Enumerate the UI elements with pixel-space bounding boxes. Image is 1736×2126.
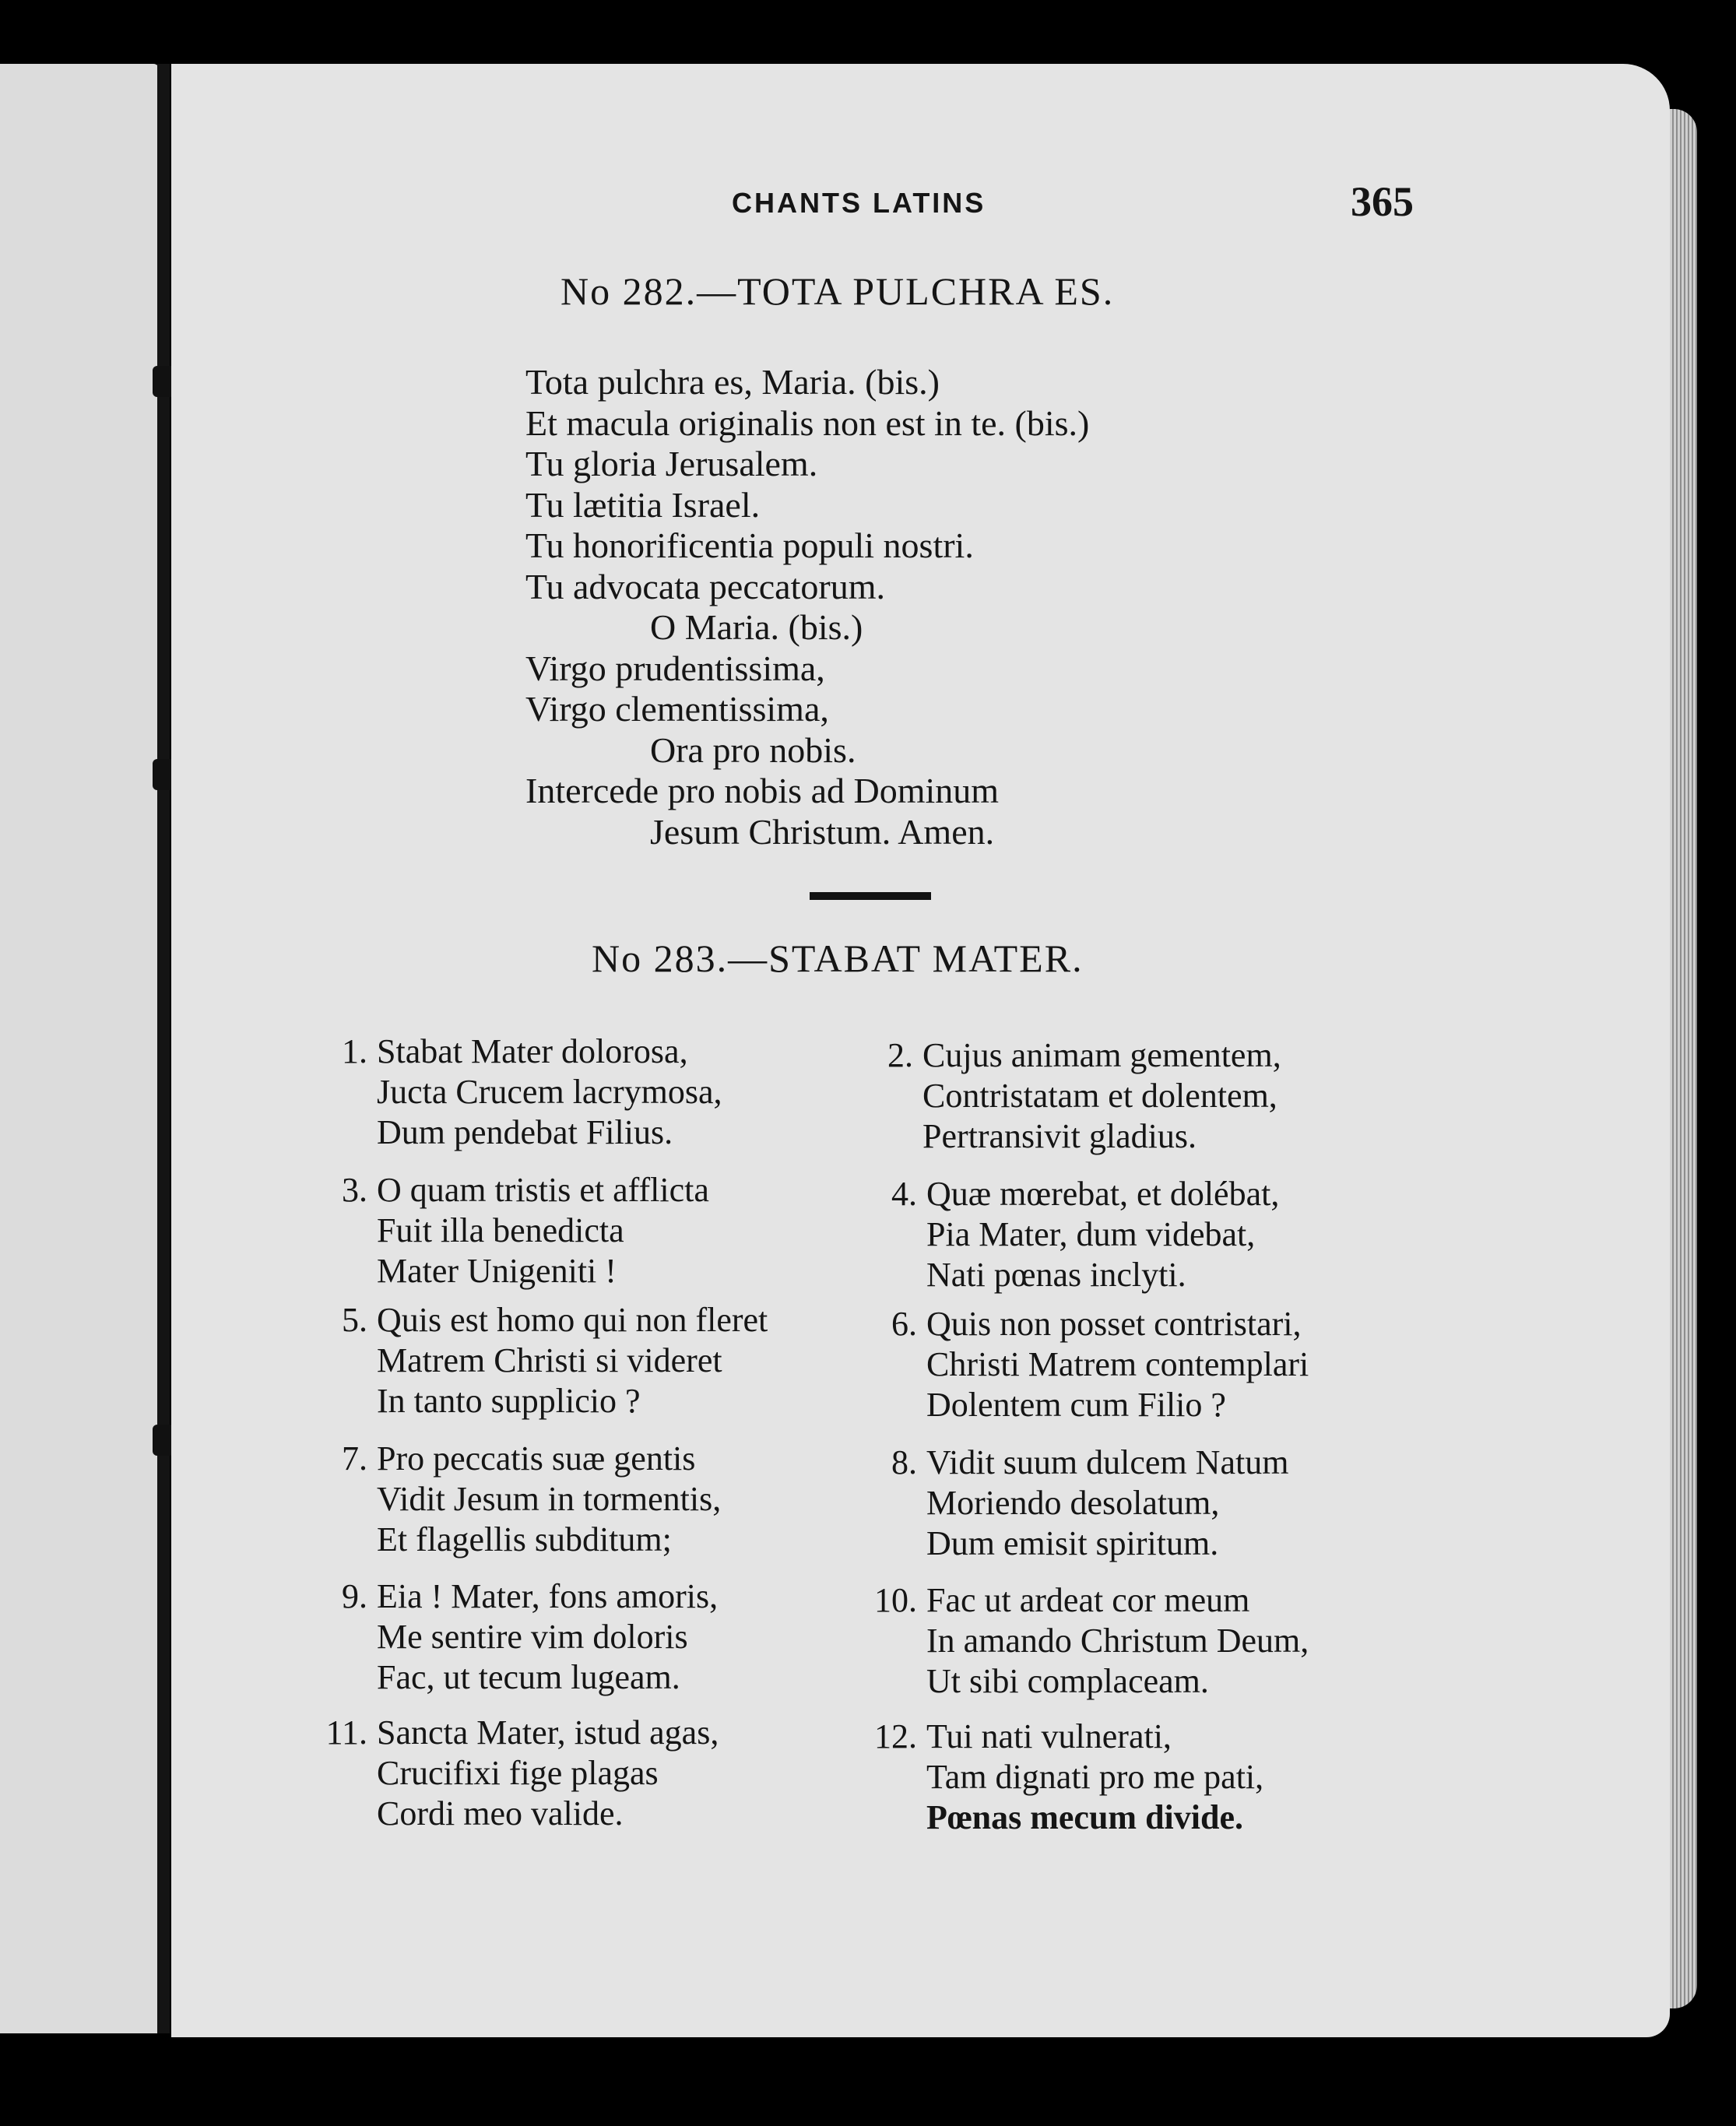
verse-line: Pertransivit gladius. xyxy=(922,1117,1197,1155)
verse-line: O Maria. (bis.) xyxy=(650,607,863,647)
verse-line: Christi Matrem contemplari xyxy=(926,1345,1309,1383)
verse-line: Jesum Christum. Amen. xyxy=(650,811,995,852)
verse-line: Vidit suum dulcem Natum xyxy=(926,1443,1289,1481)
verse-line: Sancta Mater, istud agas, xyxy=(377,1713,719,1752)
verse-line: Cujus animam gementem, xyxy=(922,1036,1281,1074)
verse-line: Nati pœnas inclyti. xyxy=(926,1256,1186,1294)
verse-line: Et macula originalis non est in te. (bis.) xyxy=(525,402,1090,443)
stanza-number: 6. xyxy=(891,1305,917,1343)
verse-line: Moriendo desolatum, xyxy=(926,1484,1220,1522)
verse-line: Crucifixi fige plagas xyxy=(377,1754,659,1792)
hymn-282-title: No 282.—TOTA PULCHRA ES. xyxy=(561,269,1115,313)
verse-line: Dum emisit spiritum. xyxy=(926,1524,1219,1562)
verse-line: Pœnas mecum divide. xyxy=(926,1798,1243,1836)
stanza-number: 5. xyxy=(342,1301,367,1339)
verse-line: Quæ mœrebat, et dolébat, xyxy=(926,1175,1280,1213)
stanza-number: 3. xyxy=(342,1171,367,1209)
verse-line: Quis non posset contristari, xyxy=(926,1305,1302,1343)
verse-line: In amando Christum Deum, xyxy=(926,1622,1309,1660)
verse-line: O quam tristis et afflicta xyxy=(377,1171,709,1209)
stanza-number: 10. xyxy=(874,1581,917,1619)
stanza xyxy=(891,1443,1289,1564)
verse-line: Virgo prudentissima, xyxy=(525,648,825,688)
stanza xyxy=(342,1170,709,1291)
verse-line: Fuit illa benedicta xyxy=(377,1211,624,1249)
book-spine xyxy=(157,64,170,2033)
verse-line: Mater Unigeniti ! xyxy=(377,1252,617,1290)
verse-line: Pro peccatis suæ gentis xyxy=(377,1439,696,1478)
verse-line: Eia ! Mater, fons amoris, xyxy=(377,1577,719,1615)
stanza-number: 9. xyxy=(342,1577,367,1615)
verse-line: Ut sibi complaceam. xyxy=(926,1662,1209,1700)
page-number: 365 xyxy=(1351,178,1414,225)
stanza-number: 2. xyxy=(887,1036,913,1074)
verse-line: Matrem Christi si videret xyxy=(377,1341,722,1379)
stanza xyxy=(887,1035,1281,1157)
running-title: CHANTS LATINS xyxy=(732,187,986,219)
verse-line: Fac, ut tecum lugeam. xyxy=(377,1658,680,1696)
verse-line: Intercede pro nobis ad Dominum xyxy=(525,771,1000,810)
verse-line: Pia Mater, dum videbat, xyxy=(926,1215,1256,1253)
verse-line: Tu advocata peccatorum. xyxy=(525,566,885,606)
stanza-number: 12. xyxy=(874,1717,917,1755)
verse-line: Dolentem cum Filio ? xyxy=(926,1386,1226,1424)
stanza xyxy=(874,1580,1309,1702)
verse-line: Vidit Jesum in tormentis, xyxy=(377,1480,722,1518)
stanza-number: 1. xyxy=(342,1032,367,1070)
stanza xyxy=(874,1717,1264,1838)
verse-line: Quis est homo qui non fleret xyxy=(377,1301,768,1339)
stanza-number: 8. xyxy=(891,1443,917,1481)
verse-line: Jucta Crucem lacrymosa, xyxy=(377,1073,722,1111)
verse-line: Tu gloria Jerusalem. xyxy=(525,444,818,483)
stanza xyxy=(891,1174,1280,1295)
stanza xyxy=(891,1304,1309,1425)
verse-line: Tota pulchra es, Maria. (bis.) xyxy=(525,362,940,402)
verse-line: Tu honorificentia populi nostri. xyxy=(525,525,974,565)
page-block-edge xyxy=(1666,109,1697,2008)
verse-line: Tui nati vulnerati, xyxy=(926,1717,1172,1755)
verse-line: Cordi meo valide. xyxy=(377,1794,624,1833)
verse-line: Tam dignati pro me pati, xyxy=(926,1758,1264,1796)
hymn-283-title: No 283.—STABAT MATER. xyxy=(592,936,1084,980)
verse-line: Fac ut ardeat cor meum xyxy=(926,1581,1250,1619)
verse-line: Me sentire vim doloris xyxy=(377,1618,688,1656)
verse-line: Ora pro nobis. xyxy=(650,729,856,770)
stanza-number: 7. xyxy=(342,1439,367,1478)
hymn-282-text xyxy=(525,362,1089,852)
stanza xyxy=(342,1439,722,1560)
stanza-number: 4. xyxy=(891,1175,917,1213)
section-divider xyxy=(810,892,931,900)
verse-line: Tu lætitia Israel. xyxy=(525,484,761,525)
verse-line: Contristatam et dolentem, xyxy=(922,1077,1277,1115)
verse-line: Virgo clementissima, xyxy=(525,689,829,729)
stanza xyxy=(342,1576,719,1698)
facing-page-edge xyxy=(0,64,160,2033)
verse-line: In tanto supplicio ? xyxy=(377,1382,641,1420)
stanza xyxy=(342,1031,722,1153)
stanza-number: 11. xyxy=(325,1713,367,1752)
verse-line: Dum pendebat Filius. xyxy=(377,1113,673,1151)
stanza xyxy=(325,1713,719,1834)
verse-line: Et flagellis subditum; xyxy=(377,1520,672,1558)
verse-line: Stabat Mater dolorosa, xyxy=(377,1032,688,1070)
stanza xyxy=(342,1300,768,1421)
